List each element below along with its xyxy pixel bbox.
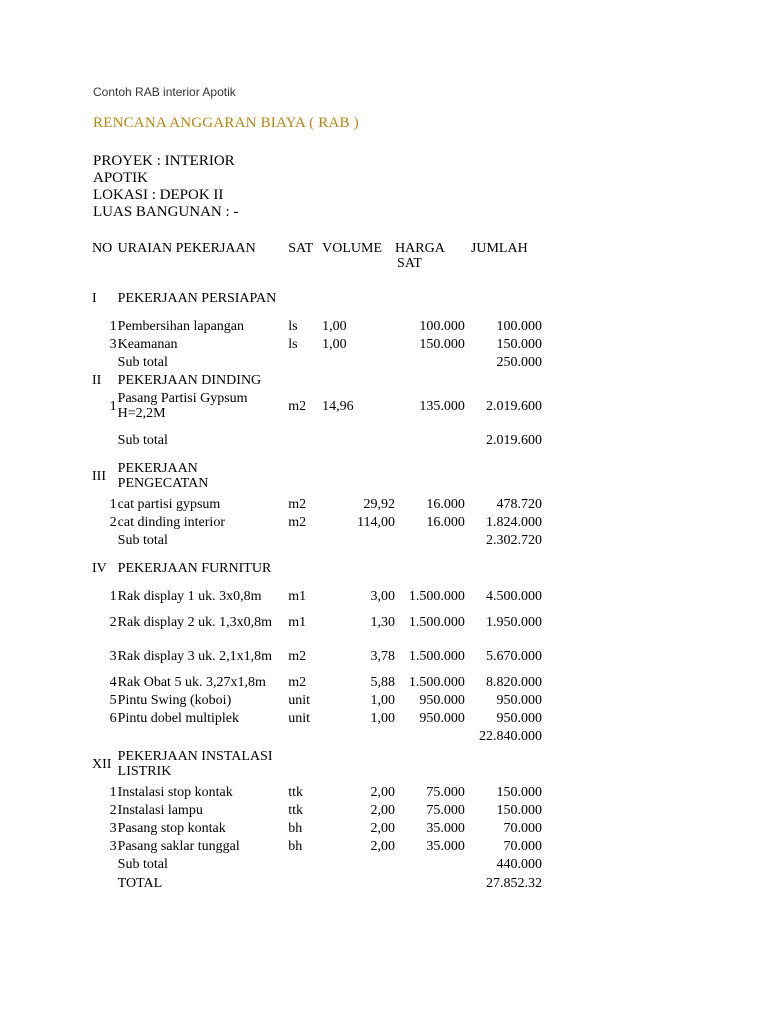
- item-description: cat partisi gypsum: [117, 496, 221, 512]
- rab-table-body: [92, 241, 542, 893]
- item-row: [92, 673, 542, 691]
- empty-cell: [322, 531, 395, 549]
- item-unit: bh: [288, 838, 303, 854]
- empty-cell: [322, 727, 395, 745]
- item-total: 5.670.000: [486, 648, 542, 664]
- subtotal-row: [92, 423, 542, 457]
- empty-cell: [322, 549, 395, 587]
- item-volume: 5,88: [370, 674, 396, 690]
- empty-cell: [395, 855, 465, 873]
- header-harga: [395, 241, 465, 279]
- item-total: 1.950.000: [486, 614, 542, 630]
- item-unit: bh: [288, 820, 303, 836]
- empty-cell: [288, 745, 322, 783]
- item-unit: unit: [288, 710, 310, 726]
- empty-cell: [322, 423, 395, 457]
- empty-cell: [288, 549, 322, 587]
- item-number: 6: [109, 710, 117, 726]
- section-title: PEKERJAAN PERSIAPAN: [117, 290, 277, 306]
- header-uraian: URAIAN PEKERJAAN: [117, 241, 256, 256]
- item-total: 950.000: [496, 710, 542, 726]
- item-volume: 1,00: [322, 336, 347, 352]
- header-sat: SAT: [288, 241, 314, 256]
- empty-cell: [322, 353, 395, 371]
- subtotal-row: [92, 855, 542, 873]
- item-row: [92, 513, 542, 531]
- empty-cell: [465, 279, 542, 317]
- item-total: 950.000: [496, 692, 542, 708]
- building-area-line: LUAS BANGUNAN : -: [93, 204, 239, 220]
- item-total: 2.019.600: [486, 398, 542, 414]
- empty-cell: [288, 873, 322, 893]
- item-number: 1: [109, 318, 117, 334]
- subtotal-label: [118, 727, 289, 745]
- item-total: 100.000: [496, 318, 542, 334]
- empty-cell: [322, 873, 395, 893]
- section-number: XII: [92, 756, 112, 772]
- item-description: Rak display 1 uk. 3x0,8m: [117, 588, 262, 604]
- item-unit: ls: [288, 336, 298, 352]
- item-description: Instalasi stop kontak: [117, 784, 233, 800]
- subtotal-label: Sub total: [117, 354, 168, 370]
- rab-table: [92, 241, 542, 893]
- item-description: Instalasi lampu: [117, 802, 203, 818]
- item-unit-price: 75.000: [426, 802, 465, 818]
- project-line: PROYEK : INTERIOR: [93, 153, 235, 169]
- subtotal-value: 440.000: [496, 856, 542, 872]
- section-title: PEKERJAAN INSTALASI LISTRIK: [117, 749, 273, 779]
- item-row: [92, 389, 542, 423]
- subtotal-value: 2.019.600: [486, 432, 542, 448]
- empty-cell: [395, 745, 465, 783]
- section-number: III: [92, 468, 106, 484]
- section-title: PEKERJAAN DINDING: [117, 372, 262, 388]
- item-row: [92, 317, 542, 335]
- empty-cell: [322, 457, 395, 495]
- item-unit-price: 1.500.000: [408, 674, 465, 690]
- header-harga-line2: SAT: [397, 256, 422, 271]
- subtotal-label: Sub total: [117, 532, 168, 548]
- subtotal-label: Sub total: [117, 856, 168, 872]
- item-row: [92, 837, 542, 855]
- item-unit-price: 1.500.000: [408, 648, 465, 664]
- item-description: Pasang saklar tunggal: [117, 838, 240, 854]
- item-description: Pasang Partisi Gypsum H=2,2M: [117, 391, 248, 421]
- item-number: 1: [109, 588, 117, 604]
- table-header-row: [92, 241, 542, 279]
- item-unit-price: 35.000: [426, 838, 465, 854]
- empty-cell: [288, 423, 322, 457]
- item-total: 150.000: [496, 802, 542, 818]
- header-harga-line1: HARGA: [395, 241, 445, 256]
- item-unit: ttk: [288, 784, 303, 800]
- subtotal-row: [92, 353, 542, 371]
- item-number: 1: [109, 496, 117, 512]
- header-volume: VOLUME: [322, 241, 382, 256]
- item-description: Pasang stop kontak: [117, 820, 226, 836]
- total-row: [92, 873, 542, 893]
- item-unit-price: 1.500.000: [408, 614, 465, 630]
- empty-cell: [288, 727, 322, 745]
- item-unit-price: 150.000: [419, 336, 465, 352]
- item-volume: 2,00: [370, 784, 396, 800]
- item-number: 3: [109, 820, 117, 836]
- item-volume: 3,78: [370, 648, 396, 664]
- empty-cell: [288, 855, 322, 873]
- item-description: Pembersihan lapangan: [117, 318, 245, 334]
- item-unit: m1: [288, 614, 307, 630]
- project-line-cont: APOTIK: [93, 170, 148, 186]
- item-volume: 3,00: [370, 588, 396, 604]
- item-unit: m2: [288, 398, 307, 414]
- empty-cell: [92, 531, 118, 549]
- total-value: 27.852.32: [486, 875, 542, 891]
- item-unit-price: 1.500.000: [408, 588, 465, 604]
- item-total: 1.824.000: [486, 514, 542, 530]
- item-unit-price: 16.000: [426, 514, 465, 530]
- item-volume: 1,00: [370, 692, 396, 708]
- item-row: [92, 639, 542, 673]
- subtotal-value: 250.000: [496, 354, 542, 370]
- empty-cell: [288, 371, 322, 389]
- item-number: 3: [109, 648, 117, 664]
- item-total: 70.000: [503, 838, 542, 854]
- item-unit: m1: [288, 588, 307, 604]
- section-number: I: [92, 290, 97, 306]
- item-number: 2: [109, 514, 117, 530]
- item-total: 70.000: [503, 820, 542, 836]
- empty-cell: [465, 457, 542, 495]
- item-unit-price: 100.000: [419, 318, 465, 334]
- item-total: 4.500.000: [486, 588, 542, 604]
- item-unit: ttk: [288, 802, 303, 818]
- empty-cell: [395, 353, 465, 371]
- item-row: [92, 691, 542, 709]
- total-label: TOTAL: [117, 875, 163, 891]
- item-description: Keamanan: [117, 336, 178, 352]
- empty-cell: [322, 745, 395, 783]
- section-row: [92, 745, 542, 783]
- item-row: [92, 783, 542, 801]
- item-number: 3: [109, 336, 117, 352]
- empty-cell: [395, 423, 465, 457]
- section-row: [92, 457, 542, 495]
- item-total: 150.000: [496, 784, 542, 800]
- item-row: [92, 495, 542, 513]
- item-number: 1: [109, 398, 117, 414]
- item-description: Rak display 2 uk. 1,3x0,8m: [117, 614, 273, 630]
- empty-cell: [395, 279, 465, 317]
- empty-cell: [322, 279, 395, 317]
- empty-cell: [395, 531, 465, 549]
- item-unit-price: 950.000: [419, 692, 465, 708]
- item-volume: 2,00: [370, 802, 396, 818]
- item-unit: m2: [288, 496, 307, 512]
- item-unit-price: 16.000: [426, 496, 465, 512]
- empty-cell: [92, 727, 118, 745]
- item-description: Rak display 3 uk. 2,1x1,8m: [117, 648, 273, 664]
- item-unit: unit: [288, 692, 310, 708]
- document-title: RENCANA ANGGARAN BIAYA ( RAB ): [93, 115, 359, 131]
- empty-cell: [465, 371, 542, 389]
- empty-cell: [92, 873, 118, 893]
- item-row: [92, 709, 542, 727]
- item-total: 478.720: [496, 496, 542, 512]
- empty-cell: [92, 353, 118, 371]
- item-unit-price: 35.000: [426, 820, 465, 836]
- item-number: 3: [109, 838, 117, 854]
- item-number: 4: [109, 674, 117, 690]
- header-no: NO: [92, 241, 113, 256]
- item-row: [92, 801, 542, 819]
- item-number: 2: [109, 614, 117, 630]
- item-description: cat dinding interior: [117, 514, 225, 530]
- subtotal-label: Sub total: [117, 432, 168, 448]
- empty-cell: [395, 371, 465, 389]
- item-number: 1: [109, 784, 117, 800]
- section-number: IV: [92, 560, 107, 576]
- item-unit-price: 950.000: [419, 710, 465, 726]
- item-number: 5: [109, 692, 117, 708]
- empty-cell: [288, 457, 322, 495]
- empty-cell: [395, 457, 465, 495]
- header-jumlah: JUMLAH: [470, 241, 528, 256]
- item-unit: m2: [288, 674, 307, 690]
- item-row: [92, 605, 542, 639]
- item-description: Rak Obat 5 uk. 3,27x1,8m: [117, 674, 266, 690]
- subtotal-value: 22.840.000: [479, 728, 542, 744]
- location-line: LOKASI : DEPOK II: [93, 187, 224, 203]
- item-number: 2: [109, 802, 117, 818]
- empty-cell: [92, 855, 118, 873]
- section-title: PEKERJAAN PENGECATAN: [117, 461, 209, 491]
- section-number: II: [92, 372, 102, 388]
- item-unit: ls: [288, 318, 298, 334]
- item-volume: 2,00: [370, 820, 396, 836]
- item-volume: 2,00: [370, 838, 396, 854]
- item-volume: 1,00: [322, 318, 347, 334]
- item-total: 150.000: [496, 336, 542, 352]
- subtotal-row: [92, 531, 542, 549]
- empty-cell: [322, 855, 395, 873]
- item-volume: 114,00: [357, 514, 396, 530]
- subtotal-row: [92, 727, 542, 745]
- item-description: Pintu Swing (koboi): [117, 692, 232, 708]
- item-row: [92, 819, 542, 837]
- item-description: Pintu dobel multiplek: [117, 710, 240, 726]
- item-volume: 14,96: [322, 398, 354, 414]
- section-title: PEKERJAAN FURNITUR: [117, 560, 272, 576]
- item-row: [92, 587, 542, 605]
- section-row: [92, 371, 542, 389]
- empty-cell: [465, 549, 542, 587]
- item-total: 8.820.000: [486, 674, 542, 690]
- subtotal-value: 2.302.720: [486, 532, 542, 548]
- empty-cell: [288, 531, 322, 549]
- item-unit: m2: [288, 648, 307, 664]
- empty-cell: [288, 353, 322, 371]
- item-unit-price: 75.000: [426, 784, 465, 800]
- item-unit: m2: [288, 514, 307, 530]
- document-caption: Contoh RAB interior Apotik: [93, 85, 236, 99]
- item-volume: 1,00: [370, 710, 396, 726]
- item-row: [92, 335, 542, 353]
- empty-cell: [395, 549, 465, 587]
- item-unit-price: 135.000: [419, 398, 465, 414]
- empty-cell: [395, 727, 465, 745]
- empty-cell: [395, 873, 465, 893]
- section-row: [92, 279, 542, 317]
- empty-cell: [288, 279, 322, 317]
- empty-cell: [322, 371, 395, 389]
- empty-cell: [465, 745, 542, 783]
- item-volume: 29,92: [363, 496, 396, 512]
- item-volume: 1,30: [370, 614, 396, 630]
- section-row: [92, 549, 542, 587]
- empty-cell: [92, 423, 118, 457]
